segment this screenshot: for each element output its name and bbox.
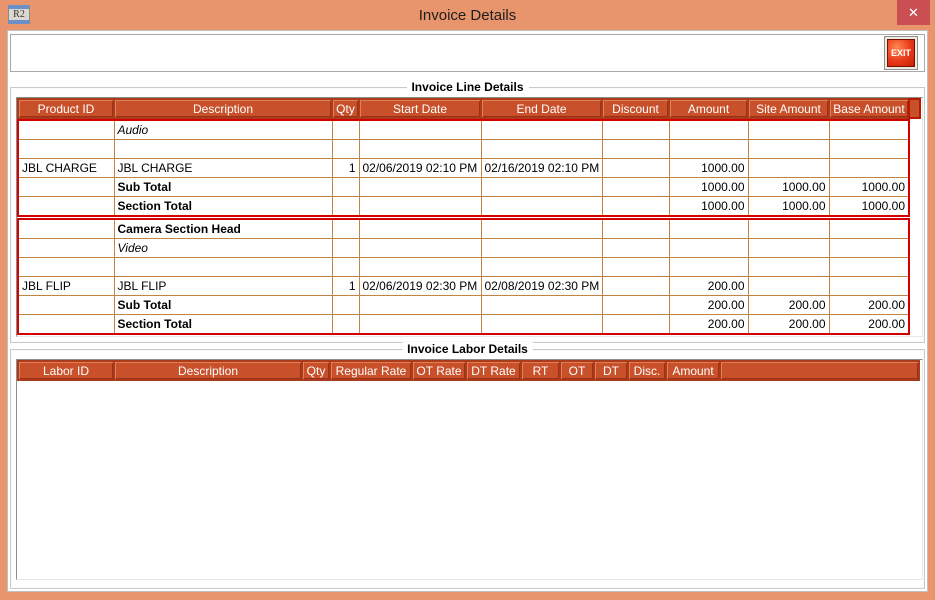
invoice-line-cell — [359, 140, 481, 159]
exit-button-label: EXIT — [887, 39, 915, 67]
content-area — [7, 30, 928, 592]
invoice-line-cell: Audio — [114, 120, 332, 140]
invoice-line-cell — [332, 140, 359, 159]
invoice-line-cell — [332, 315, 359, 335]
invoice-line-cell: 02/08/2019 02:30 PM — [481, 277, 602, 296]
invoice-line-cell: Section Total — [114, 315, 332, 335]
invoice-line-cell — [602, 315, 669, 335]
invoice-line-cell — [748, 277, 829, 296]
invoice-line-cell — [18, 140, 114, 159]
invoice-line-cell — [602, 296, 669, 315]
invoice-line-cell — [748, 219, 829, 239]
invoice-line-cell — [359, 258, 481, 277]
invoice-line-cell — [18, 219, 114, 239]
invoice-line-cell — [18, 120, 114, 140]
invoice-line-cell — [332, 239, 359, 258]
invoice-line-cell: JBL CHARGE — [18, 159, 114, 178]
invoice-line-cell — [602, 178, 669, 197]
invoice-line-cell — [669, 140, 748, 159]
invoice-line-section-2 — [17, 218, 910, 335]
labor-col-regular-rate: Regular Rate — [330, 361, 412, 380]
invoice-line-cell: 200.00 — [829, 315, 909, 335]
invoice-line-cell — [829, 277, 909, 296]
invoice-line-cell — [748, 140, 829, 159]
invoice-line-cell — [829, 258, 909, 277]
toolbar — [10, 34, 925, 72]
invoice-line-cell — [359, 178, 481, 197]
invoice-line-cell: JBL FLIP — [18, 277, 114, 296]
invoice-line-cell — [359, 296, 481, 315]
labor-col-ot: OT — [560, 361, 594, 380]
labor-table-area — [16, 359, 923, 580]
invoice-line-cell — [829, 239, 909, 258]
invoice-line-cell — [332, 258, 359, 277]
invoice-line-cell — [602, 277, 669, 296]
line-header-filler — [908, 98, 921, 119]
invoice-line-cell — [748, 258, 829, 277]
invoice-line-cell — [18, 258, 114, 277]
invoice-line-cell — [748, 159, 829, 178]
line-col-base-amount: Base Amount — [829, 99, 909, 118]
line-col-qty: Qty — [332, 99, 359, 118]
invoice-line-cell — [359, 120, 481, 140]
invoice-line-cell: 200.00 — [669, 315, 748, 335]
invoice-line-cell — [602, 239, 669, 258]
line-details-groupbox — [10, 80, 925, 343]
invoice-line-cell: 1000.00 — [829, 178, 909, 197]
line-table-area — [16, 97, 923, 337]
invoice-line-cell — [481, 120, 602, 140]
app-icon-text: R2 — [13, 9, 25, 20]
invoice-line-cell — [481, 140, 602, 159]
labor-col-dt-rate: DT Rate — [466, 361, 521, 380]
invoice-line-cell — [602, 258, 669, 277]
invoice-line-cell — [18, 239, 114, 258]
labor-col-description: Description — [114, 361, 302, 380]
invoice-line-cell — [481, 178, 602, 197]
invoice-line-cell: 1000.00 — [748, 178, 829, 197]
invoice-line-cell: 1000.00 — [748, 197, 829, 217]
invoice-line-cell — [481, 219, 602, 239]
labor-details-title: Invoice Labor Details — [402, 342, 533, 356]
exit-button[interactable] — [884, 36, 918, 70]
invoice-line-cell — [669, 258, 748, 277]
labor-col-disc: Disc. — [628, 361, 666, 380]
line-col-start-date: Start Date — [359, 99, 481, 118]
titlebar — [0, 0, 935, 30]
invoice-line-row[interactable] — [18, 178, 909, 197]
invoice-line-cell: 1000.00 — [829, 197, 909, 217]
labor-col-ot-rate: OT Rate — [412, 361, 466, 380]
line-col-description: Description — [114, 99, 332, 118]
line-col-site-amount: Site Amount — [748, 99, 829, 118]
close-icon: ✕ — [908, 4, 919, 20]
invoice-line-cell — [359, 315, 481, 335]
labor-details-groupbox — [10, 342, 925, 589]
invoice-line-cell — [829, 140, 909, 159]
invoice-line-cell: 1000.00 — [669, 197, 748, 217]
invoice-line-cell — [829, 120, 909, 140]
invoice-line-cell: 1000.00 — [669, 159, 748, 178]
invoice-line-cell — [332, 296, 359, 315]
line-header-row — [18, 99, 909, 118]
invoice-line-cell — [829, 219, 909, 239]
invoice-line-cell: 200.00 — [748, 315, 829, 335]
labor-col-qty: Qty — [302, 361, 330, 380]
labor-header-filler — [720, 361, 919, 380]
invoice-line-cell: 1000.00 — [669, 178, 748, 197]
labor-col-amount: Amount — [666, 361, 720, 380]
invoice-line-cell — [359, 239, 481, 258]
invoice-line-cell: JBL FLIP — [114, 277, 332, 296]
invoice-line-cell — [114, 258, 332, 277]
invoice-line-cell — [332, 197, 359, 217]
invoice-line-cell — [602, 219, 669, 239]
invoice-line-cell: 02/06/2019 02:10 PM — [359, 159, 481, 178]
invoice-line-row[interactable] — [18, 258, 909, 277]
invoice-line-row[interactable] — [18, 197, 909, 217]
invoice-line-cell — [829, 159, 909, 178]
labor-col-rt: RT — [521, 361, 560, 380]
invoice-line-cell — [481, 239, 602, 258]
labor-col-dt: DT — [594, 361, 628, 380]
line-col-amount: Amount — [669, 99, 748, 118]
invoice-line-cell — [332, 219, 359, 239]
invoice-line-cell: Video — [114, 239, 332, 258]
invoice-line-cell — [481, 315, 602, 335]
window-title: Invoice Details — [418, 6, 517, 24]
invoice-line-row[interactable] — [18, 296, 909, 315]
invoice-line-cell — [481, 296, 602, 315]
invoice-line-cell: Sub Total — [114, 178, 332, 197]
invoice-line-row[interactable] — [18, 159, 909, 178]
invoice-line-cell: 02/16/2019 02:10 PM — [481, 159, 602, 178]
invoice-line-cell — [669, 219, 748, 239]
invoice-line-section-1 — [17, 119, 910, 217]
invoice-line-cell: 200.00 — [829, 296, 909, 315]
invoice-line-row[interactable] — [18, 219, 909, 239]
invoice-line-cell: 200.00 — [748, 296, 829, 315]
line-col-discount: Discount — [602, 99, 669, 118]
invoice-line-cell: 1 — [332, 277, 359, 296]
invoice-line-cell: Section Total — [114, 197, 332, 217]
invoice-line-row[interactable] — [18, 315, 909, 335]
invoice-line-row[interactable] — [18, 140, 909, 159]
invoice-line-cell: 200.00 — [669, 296, 748, 315]
invoice-line-cell — [602, 197, 669, 217]
invoice-line-cell — [748, 239, 829, 258]
close-button[interactable] — [897, 0, 930, 25]
invoice-line-cell: 200.00 — [669, 277, 748, 296]
invoice-line-cell — [602, 159, 669, 178]
invoice-line-cell — [602, 120, 669, 140]
line-col-end-date: End Date — [481, 99, 602, 118]
invoice-line-cell: Camera Section Head — [114, 219, 332, 239]
labor-header — [17, 360, 920, 381]
labor-header-row — [18, 361, 919, 380]
invoice-line-cell — [481, 258, 602, 277]
line-col-product-id: Product ID — [18, 99, 114, 118]
invoice-line-cell — [669, 120, 748, 140]
labor-col-labor-id: Labor ID — [18, 361, 114, 380]
invoice-line-cell — [748, 120, 829, 140]
invoice-line-cell — [114, 140, 332, 159]
invoice-line-cell: 1 — [332, 159, 359, 178]
invoice-line-cell — [18, 197, 114, 217]
invoice-line-cell — [602, 140, 669, 159]
invoice-line-cell: Sub Total — [114, 296, 332, 315]
invoice-line-cell — [18, 315, 114, 335]
invoice-line-cell — [18, 178, 114, 197]
invoice-line-row[interactable] — [18, 277, 909, 296]
invoice-line-cell — [18, 296, 114, 315]
invoice-line-cell: JBL CHARGE — [114, 159, 332, 178]
invoice-line-cell: 02/06/2019 02:30 PM — [359, 277, 481, 296]
invoice-line-cell — [359, 219, 481, 239]
invoice-line-cell — [669, 239, 748, 258]
invoice-line-cell — [481, 197, 602, 217]
line-details-title: Invoice Line Details — [406, 80, 528, 94]
line-header — [17, 98, 910, 119]
invoice-line-row[interactable] — [18, 239, 909, 258]
invoice-line-cell — [332, 178, 359, 197]
invoice-line-row[interactable] — [18, 120, 909, 140]
invoice-line-cell — [359, 197, 481, 217]
invoice-line-cell — [332, 120, 359, 140]
